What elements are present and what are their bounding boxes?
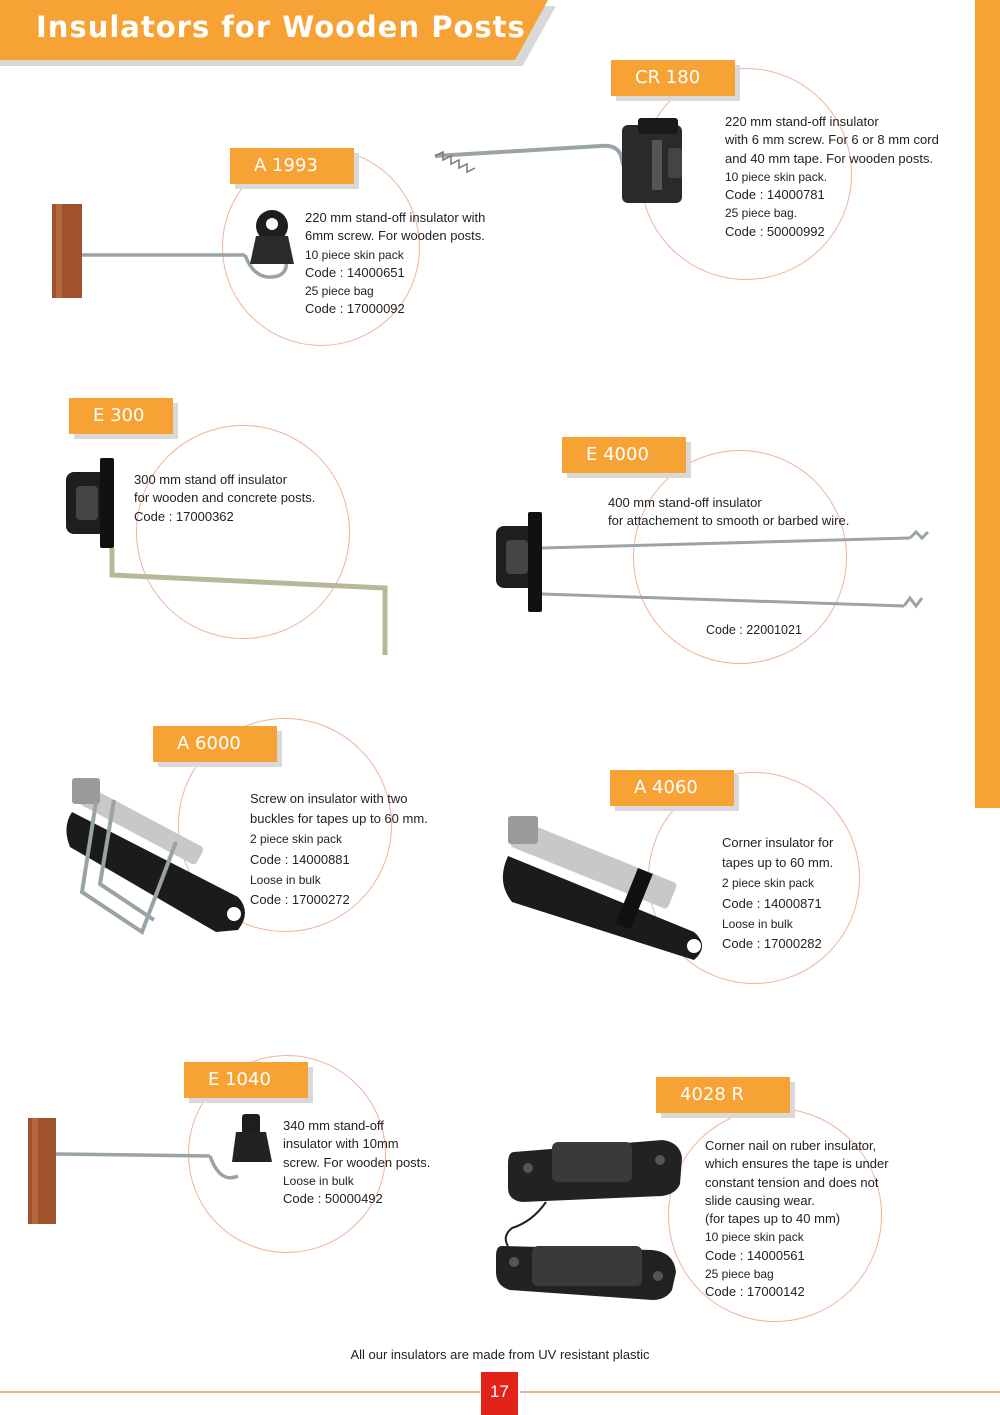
r4028-line-2: which ensures the tape is under — [705, 1156, 889, 1172]
cr180-line-3: and 40 mm tape. For wooden posts. — [725, 150, 934, 166]
a6000-line-6: Code : 17000272 — [250, 892, 350, 908]
a4060-line-6: Code : 17000282 — [722, 936, 822, 952]
cr180-line-1: 220 mm stand-off insulator — [725, 114, 879, 129]
a6000-line-2: buckles for tapes up to 60 mm. — [250, 811, 428, 827]
e1040-line-4: Loose in bulk — [283, 1173, 354, 1188]
a1993-line-4: Code : 14000651 — [305, 264, 405, 280]
a4060-image — [498, 812, 718, 962]
cr180-line-5: Code : 14000781 — [725, 187, 825, 203]
e1040-line-2: insulator with 10mm — [283, 1136, 399, 1152]
cr180-line-4: 10 piece skin pack. — [725, 169, 828, 184]
r4028-line-4: slide causing wear. — [705, 1192, 815, 1208]
r4028-line-5: (for tapes up to 40 mm) — [705, 1211, 841, 1227]
e1040-line-3: screw. For wooden posts. — [283, 1154, 431, 1170]
r4028-line-1: Corner nail on ruber insulator, — [705, 1138, 877, 1153]
e300-label: E 300 — [69, 398, 173, 434]
e1040-label: E 1040 — [184, 1062, 308, 1098]
r4028-description — [705, 1137, 889, 1302]
r4028-line-6: 10 piece skin pack — [705, 1230, 804, 1245]
r4028-line-8: 25 piece bag — [705, 1267, 774, 1282]
a6000-line-1: Screw on insulator with two — [250, 791, 408, 806]
e300-line-1: 300 mm stand off insulator — [134, 472, 287, 487]
cr180-line-6: 25 piece bag. — [725, 206, 798, 221]
e300-line-2: for wooden and concrete posts. — [134, 490, 316, 506]
page-number: 17 — [481, 1372, 518, 1415]
a4060-label: A 4060 — [610, 770, 734, 806]
e4000-description — [608, 494, 849, 531]
e300-line-3: Code : 17000362 — [134, 508, 234, 524]
cr180-label: CR 180 — [611, 60, 735, 96]
footer-divider-right — [520, 1391, 1000, 1393]
e1040-description — [283, 1117, 430, 1208]
a6000-line-5: Loose in bulk — [250, 872, 321, 887]
r4028-line-7: Code : 14000561 — [705, 1247, 805, 1263]
cr180-line-2: with 6 mm screw. For 6 or 8 mm cord — [725, 132, 939, 148]
footer-divider-left — [0, 1391, 480, 1393]
a4060-line-2: tapes up to 60 mm. — [722, 855, 834, 871]
cr180-line-7: Code : 50000992 — [725, 223, 825, 239]
a4060-line-3: 2 piece skin pack — [722, 876, 815, 891]
r4028-line-9: Code : 17000142 — [705, 1284, 805, 1300]
e4000-label: E 4000 — [562, 437, 686, 473]
a1993-description — [305, 209, 485, 319]
e1040-line-1: 340 mm stand-off — [283, 1118, 384, 1133]
a6000-line-3: 2 piece skin pack — [250, 832, 343, 847]
side-accent-bar — [975, 0, 1000, 808]
r4028-line-3: constant tension and does not — [705, 1174, 879, 1190]
e1040-image — [24, 1108, 284, 1228]
r4028-label: 4028 R — [656, 1077, 790, 1113]
a4060-line-5: Loose in bulk — [722, 916, 793, 931]
e4000-code: Code : 22001021 — [706, 623, 802, 637]
a1993-line-6: Code : 17000092 — [305, 301, 405, 317]
a6000-label: A 6000 — [153, 726, 277, 762]
a4060-line-4: Code : 14000871 — [722, 895, 822, 911]
a1993-line-5: 25 piece bag — [305, 284, 374, 299]
e1040-line-5: Code : 50000492 — [283, 1191, 383, 1207]
a6000-line-4: Code : 14000881 — [250, 851, 350, 867]
cr180-description — [725, 113, 939, 241]
r4028-image — [492, 1132, 692, 1302]
a4060-line-1: Corner insulator for — [722, 835, 834, 850]
a1993-line-3: 10 piece skin pack — [305, 247, 404, 262]
a1993-label: A 1993 — [230, 148, 354, 184]
a1993-line-1: 220 mm stand-off insulator with — [305, 210, 486, 225]
e4000-line-2: for attachement to smooth or barbed wire. — [608, 513, 850, 529]
a1993-image — [50, 200, 310, 310]
a6000-image — [66, 772, 256, 942]
footer-note: All our insulators are made from UV resistant plastic — [350, 1347, 650, 1362]
e300-description — [134, 471, 315, 526]
a4060-description — [722, 833, 833, 954]
page-title: Insulators for Wooden Posts — [36, 10, 526, 44]
e4000-line-1: 400 mm stand-off insulator — [608, 495, 762, 510]
a1993-line-2: 6mm screw. For wooden posts. — [305, 228, 485, 244]
cr180-image — [430, 100, 730, 220]
a6000-description — [250, 789, 428, 910]
